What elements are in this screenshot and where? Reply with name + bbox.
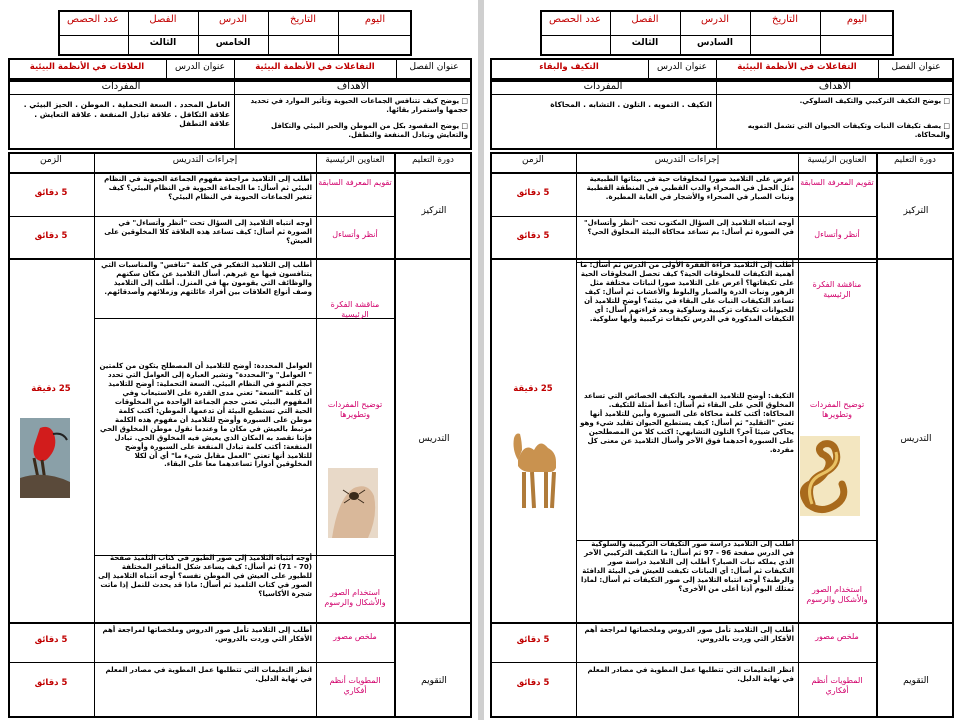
vocab-label: المفردات xyxy=(583,81,623,92)
col-time-header: الزمن xyxy=(522,155,544,165)
row-title-prior-knowledge: تقويم المعرفة السابقة xyxy=(800,178,874,187)
col-time-header: الزمن xyxy=(40,155,62,165)
goal-item-2: □ يصف تكيفات النبات وتكيفات الحيوان التي تشمل التمويه والمحاكاة. xyxy=(747,122,950,139)
header-day-label: اليوم xyxy=(364,14,386,25)
row-title-foldables: المطويات أنظم أفكاري xyxy=(811,676,863,696)
lesson-title: التكيف والبقاء xyxy=(539,62,599,72)
stage-evaluate: التقويم xyxy=(421,676,447,686)
stage-focus: التركيز xyxy=(903,206,929,216)
row-text-main-idea: أطلب إلى التلاميذ قراءة الفقرة الأولى من الدرس ثم أسأل: ما أهمية التكيفات للمخلوقات الحية؟ كيف تحصل المخلوقات الحية على تكيفاتها؟ أعرض على التلاميذ صورا لنباتات مختلفة مثل الزهور ونبات الذرة والصبار والبلوط والأعشاب ثم أسأل: كيف تساعد التكيفات النبات على البقاء في بيئته؟ أوضح للتلاميذ أن للحيوانات تكيفات تركيبية وسلوكية وبعد قراءتهم أسأل: أي التكيفات المذكورة في الدرس تكيفات تركيبية وأيها سلوكية. xyxy=(580,261,794,323)
stage-teach: التدريس xyxy=(418,434,450,444)
lesson-plan xyxy=(484,0,960,720)
row-text-foldables: انظر التعليمات التي تتطلبها عمل المطوية في مصادر المعلم في نهاية الدليل. xyxy=(587,666,794,683)
row-time-prior-knowledge: 5 دقائق xyxy=(34,188,68,198)
header-lesson-label: الدرس xyxy=(700,14,730,25)
vocab-label: المفردات xyxy=(101,81,141,92)
row-text-picture-summary: أطلب إلى التلاميذ تأمل صور الدروس وملخصاتها لمراجعة أهم الأفكار التي وردت بالدروس. xyxy=(102,626,312,643)
vocab-list: العامل المحدد . السعة التحملية . الموطن . الحيز البيئي . علاقة التكافل . علاقة تبادل المنفعة . علاقة التعايش . علاقة التطفل xyxy=(23,100,230,129)
stage-focus: التركيز xyxy=(421,206,447,216)
hand-with-insect-illustration xyxy=(328,468,378,538)
lesson-title: العلاقات في الأنظمة البيئية xyxy=(29,62,145,72)
header-class-label: الفصل xyxy=(149,14,177,25)
row-time-picture-summary: 5 دقائق xyxy=(516,635,550,645)
goal-item-2: □ يوضح المقصود بكل من الموطن والحيز البيئي والتكافل والتعايش وتبادل المنفعة والتطفل. xyxy=(270,122,468,139)
row-time-foldables: 5 دقائق xyxy=(516,678,550,688)
goal-item-1: □ يوضح كيف تتنافس الجماعات الحيوية وتأثير الموارد في تحديد حجمها واستمرار بقائها. xyxy=(250,97,468,114)
row-text-look-wonder: أوجه انتباه التلاميذ إلى السؤال المكتوب تحت "أنظر وأتساءل" في الصورة ثم أسأل: بم تساعد محاكاة البيئة المخلوق الحي؟ xyxy=(583,219,794,236)
red-bird-illustration xyxy=(20,418,70,498)
stage-teach: التدريس xyxy=(900,434,932,444)
row-text-prior-knowledge: أطلب إلى التلاميذ مراجعة مفهوم الجماعة الحيوية في النظام البيئي ثم أسأل: ما الجماعة الحيوية في النظام البيئي؟ كيف تتغير الجماعات الحيوية في النظام البيئي؟ xyxy=(104,175,312,201)
row-text-look-wonder: أوجه انتباه التلاميذ إلى السؤال تحت "أنظر وأتساءل" في الصورة ثم أسأل: كيف تساعد هذه العلاقة كلا المخلوقين على العيش؟ xyxy=(104,219,312,245)
header-lesson-label: الدرس xyxy=(218,14,248,25)
row-time-picture-summary: 5 دقائق xyxy=(34,635,68,645)
header-date-label: التاريخ xyxy=(290,14,316,25)
row-title-look-wonder: أنظر وأتساءل xyxy=(332,230,378,239)
row-time-look-wonder: 5 دقائق xyxy=(516,231,550,241)
col-titles-header: العناوين الرئيسية xyxy=(807,155,867,165)
lesson-plan-page-right xyxy=(484,0,960,720)
row-text-picture-summary: أطلب إلى التلاميذ تأمل صور الدروس وملخصاتها لمراجعة أهم الأفكار التي وردت بالدروس. xyxy=(584,626,794,643)
row-time-look-wonder: 5 دقائق xyxy=(34,231,68,241)
row-time-foldables: 5 دقائق xyxy=(34,678,68,688)
lesson-title-label: عنوان الدرس xyxy=(656,62,707,72)
row-title-foldables: المطويات أنظم أفكاري xyxy=(329,676,381,696)
header-lesson-value: السادس xyxy=(696,38,734,48)
unit-title: التفاعلات في الأنظمة البيئية xyxy=(737,62,857,72)
row-title-picture-summary: ملخص مصور xyxy=(815,632,859,641)
row-text-visuals: أوجه انتباه التلاميذ إلى صور الطيور في كتاب التلميذ صفحة (70 - 71) ثم أسأل: كيف يساعد شكل المناقير المختلفة للطيور على العيش في الموطن نفسه؟ أوجه انتباه التلاميذ إلى الصور في كتاب التلميذ ثم أسأل: ماذا قد يحدث للنمل إذا ماتت شجرة الأكاسيا؟ xyxy=(98,554,312,598)
lesson-plan xyxy=(2,0,478,720)
header-periods-label: عدد الحصص xyxy=(548,14,602,25)
header-divider xyxy=(540,35,894,36)
col-procedures-header: إجراءات التدريس xyxy=(172,155,238,165)
row-title-visuals: استخدام الصور والأشكال والرسوم xyxy=(324,588,386,608)
stage-evaluate: التقويم xyxy=(903,676,929,686)
row-title-main-idea: مناقشة الفكرة الرئيسية xyxy=(330,300,380,320)
col-stage-header: دورة التعليم xyxy=(412,155,454,165)
row-text-foldables: انظر التعليمات التي تتطلبها عمل المطوية في مصادر المعلم في نهاية الدليل. xyxy=(105,666,312,683)
row-title-vocabulary: توضيح المفردات وتطويرها xyxy=(809,400,865,420)
unit-title: التفاعلات في الأنظمة البيئية xyxy=(255,62,375,72)
row-text-prior-knowledge: اعرض على التلاميذ صورا لمخلوقات حية في بيئاتها الطبيعية مثل الجمل في الصحراء والدب القطبي في المنطقة القطبية ونبات الصبار في الصحراء والأشجار في الغابة المطيرة. xyxy=(586,175,794,201)
snake-illustration xyxy=(800,436,860,516)
row-title-main-idea: مناقشة الفكرة الرئيسية xyxy=(812,280,862,300)
row-time-main-idea: 25 دقيقة xyxy=(513,384,553,394)
lesson-title-label: عنوان الدرس xyxy=(174,62,225,72)
goals-label: الأهداف xyxy=(818,81,852,92)
row-text-main-idea: أطلب إلى التلاميذ التفكير في كلمة "تنافس" والمناسبات التي يتنافسون فيها مع غيرهم. أسأل التلاميذ عن مكان سكنهم والوظائف التي يقومون بها في المنزل. أطلب إلى التلاميذ وصف أنواع العلاقات بين أفراد عائلتهم وزملائهم وأصدقائهم. xyxy=(101,261,312,296)
row-text-vocabulary: العوامل المحددة: أوضح للتلاميذ أن المصطلح يتكون من كلمتين " العوامل" و"المحددة" وتشير العبارة إلى العوامل التي تحدد حجم النمو في النظام البيئي. السعة التحملية: أوضح للتلاميذ أن كلمة "السعة" تعني مدى القدرة على الاستيعاب وفي المفهوم البيئي تعني حجم الجماعة الواحدة من المخلوقات الحية التي تستطيع البيئة أن تدعمها. الموطن: أكتب كلمة موطن على السبورة وأوضح للتلاميذ أن مفهوم هذه الكلمة مرتبط بالعيش في مكان ما وعندما نقول موطن المخلوق الحي فإننا نقصد به المكان الذي يعيش فيه المخلوق الحي. تبادل المنفعة: أكتب كلمة تبادل المنفعة على السبورة وأوضح للتلاميذ أنها تعني "العمل مقابل شيء ما" أي أن لكلا المخلوقين أدوارا تساعدهما معا على البقاء. xyxy=(99,362,312,469)
row-title-picture-summary: ملخص مصور xyxy=(333,632,377,641)
row-title-vocabulary: توضيح المفردات وتطويرها xyxy=(327,400,383,420)
goals-label: الأهداف xyxy=(336,81,370,92)
row-title-look-wonder: أنظر وأتساءل xyxy=(814,230,860,239)
header-day-label: اليوم xyxy=(846,14,868,25)
col-stage-header: دورة التعليم xyxy=(894,155,936,165)
row-text-visuals: أطلب إلى التلاميذ دراسة صور التكيفات التركيبية والسلوكية في الدرس صفحة 96 - 97 ثم أسأل: ما التكيف التركيبي الآخر الذي يملكه نبات الصبار؟ أطلب إلى التلاميذ دراسة صور التكيفات ثم أسأل: أي النباتات تكيفت للعيش في البيئة الدافئة والرطبة؟ أوجه انتباه التلاميذ إلى صور التكيفات ثم أسأل: لماذا تمتلك البوم أذنا أعلى من الأخرى؟ xyxy=(580,540,794,593)
goal-item-1: □ يوضح التكيف التركيبي والتكيف السلوكي. xyxy=(799,97,950,105)
header-class-value: الثالث xyxy=(631,38,659,48)
row-title-prior-knowledge: تقويم المعرفة السابقة xyxy=(318,178,392,187)
vocab-list: التكيف . التمويه . التلون . التشابه . المحاكاة xyxy=(550,100,712,109)
unit-label: عنوان الفصل xyxy=(409,62,459,72)
header-class-label: الفصل xyxy=(631,14,659,25)
row-time-prior-knowledge: 5 دقائق xyxy=(516,188,550,198)
header-periods-label: عدد الحصص xyxy=(66,14,120,25)
col-procedures-header: إجراءات التدريس xyxy=(654,155,720,165)
lesson-plan-page-left xyxy=(2,0,478,720)
row-title-visuals: استخدام الصور والأشكال والرسوم xyxy=(806,585,868,605)
header-class-value: الثالث xyxy=(149,38,177,48)
row-text-vocabulary: التكيف: أوضح للتلاميذ المقصود بالتكيف الخصائص التي تساعد المخلوق الحي على البقاء ثم أسأل: أعط أمثلة للتكيف. المحاكاة: أكتب كلمة محاكاة على السبورة وأبين للتلاميذ أنها تعني "التقليد" ثم أسأل: كيف يستطيع الحيوان تقليد شيء وهو يحاكي شيئا آخر؟ التلون التشابهي: اكتب كلا من المصطلحين على السبورة أحدهما فوق الآخر وأسأل التلاميذ عن معنى كل مفردة. xyxy=(580,392,794,454)
row-time-main-idea: 25 دقيقة xyxy=(31,384,71,394)
col-titles-header: العناوين الرئيسية xyxy=(325,155,385,165)
unit-label: عنوان الفصل xyxy=(891,62,941,72)
header-date-label: التاريخ xyxy=(772,14,798,25)
header-divider xyxy=(58,35,412,36)
header-lesson-value: الخامس xyxy=(215,38,251,48)
camel-illustration xyxy=(510,420,566,512)
